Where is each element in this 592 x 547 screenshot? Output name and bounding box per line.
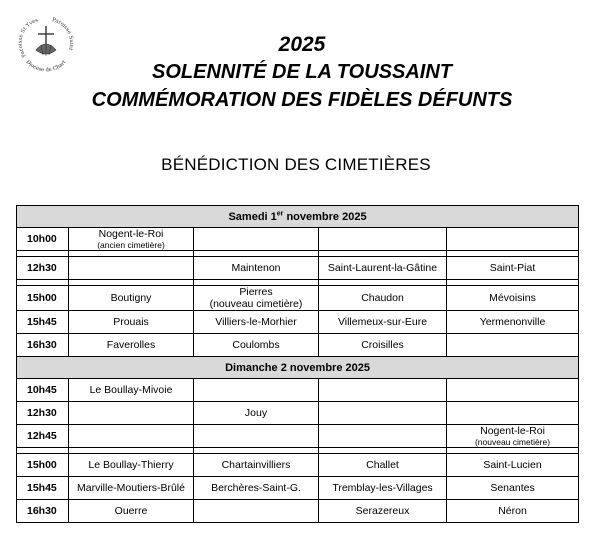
cemetery-name: Nogent-le-Roi [480,425,545,437]
cemetery-name: Coulombs [232,339,280,351]
time-label: 15h45 [27,482,57,494]
cemetery-name: Boutigny [110,292,152,304]
table-row [17,311,579,334]
time-cell [17,286,69,311]
time-cell [17,477,69,500]
cemetery-note: (nouveau cimetière) [209,298,303,310]
title-block [0,32,592,114]
cemetery-name: Saint-Lucien [483,459,542,471]
cemetery-name: Chartainvilliers [221,459,291,471]
time-label: 16h30 [27,505,57,517]
time-cell [17,311,69,334]
cemetery-name: Challet [366,459,399,471]
cemetery-cell [194,402,319,425]
cemetery-name: Marville-Moutiers-Brûlé [77,482,185,494]
cemetery-cell [447,257,579,280]
time-cell [17,500,69,523]
cemetery-name: Senantes [490,482,535,494]
cemetery-cell [447,477,579,500]
table-row [17,334,579,357]
time-cell [17,228,69,251]
table-row [17,454,579,477]
day-label: Dimanche 2 novembre 2025 [225,361,370,374]
day-header [17,357,579,379]
cemetery-cell [69,454,194,477]
cemetery-name: Jouy [244,407,268,419]
cemetery-cell [194,257,319,280]
cemetery-name: Saint-Laurent-la-Gâtine [327,262,438,274]
time-cell [17,454,69,477]
cemetery-cell [194,454,319,477]
table-row [17,286,579,311]
cemetery-cell [447,334,579,357]
cemetery-cell [447,500,579,523]
cemetery-name: Villemeux-sur-Eure [337,316,428,328]
day-label: Samedi 1 [228,210,277,223]
cemetery-cell [447,379,579,402]
cemetery-name: Croisilles [361,339,404,351]
cemetery-name: Prouais [113,316,149,328]
cemetery-cell [319,500,447,523]
cemetery-cell [447,402,579,425]
cemetery-name: Nogent-le-Roi [98,228,164,240]
table-row [17,379,579,402]
cemetery-cell [194,379,319,402]
day-label-suffix: er [276,209,284,217]
cemetery-name: Chaudon [361,292,404,304]
time-label: 12h30 [27,407,57,419]
title-year: 2025 [278,33,326,56]
cemetery-cell [319,257,447,280]
cemetery-name: Maintenon [231,262,281,274]
time-label: 10h45 [27,384,57,396]
time-cell [17,402,69,425]
cemetery-cell [194,286,319,311]
time-cell [17,257,69,280]
table-row [17,257,579,280]
time-label: 16h30 [27,339,57,351]
cemetery-cell [69,477,194,500]
time-cell [17,425,69,448]
table-row [17,425,579,448]
cemetery-cell [319,379,447,402]
cemetery-name: Faverolles [106,339,156,351]
title-line-2: COMMÉMORATION DES FIDÈLES DÉFUNTS [91,89,513,111]
logo-ring-bottom: Diocèse de Chart [24,59,68,74]
table-row [17,228,579,251]
cemetery-cell [319,311,447,334]
cemetery-cell [319,402,447,425]
day-label-rest: novembre 2025 [283,210,367,223]
cemetery-cell [69,286,194,311]
time-label: 15h00 [27,459,57,471]
cemetery-cell [319,228,447,251]
cemetery-cell [194,311,319,334]
cemetery-cell [69,425,194,448]
cemetery-cell [194,228,319,251]
time-label: 15h45 [27,316,57,328]
title-line-1: SOLENNITÉ DE LA TOUSSAINT [151,61,453,83]
cemetery-cell [69,379,194,402]
cemetery-name: Tremblay-les-Villages [332,482,433,494]
cemetery-cell [447,311,579,334]
cemetery-cell [194,477,319,500]
cemetery-name: Pierres [239,286,273,298]
time-label: 10h00 [27,233,57,245]
subtitle: BÉNÉDICTION DES CIMETIÈRES [161,155,431,174]
cemetery-name: Berchères-Saint-G. [211,482,301,494]
cemetery-name: Le Boullay-Thierry [88,459,174,471]
table-row [17,477,579,500]
cemetery-cell [69,402,194,425]
cemetery-name: Mévoisins [489,292,536,304]
cemetery-name: Serazereux [355,505,410,517]
day-header [17,206,579,228]
time-cell [17,379,69,402]
cemetery-cell [447,454,579,477]
cemetery-cell [69,228,194,251]
cemetery-note: (nouveau cimetière) [474,437,551,447]
time-cell [17,334,69,357]
cemetery-note: (ancien cimetière) [97,240,165,250]
table-row [17,500,579,523]
cemetery-name: Yermenonville [479,316,546,328]
time-label: 15h00 [27,292,57,304]
cemetery-name: Ouerre [114,505,148,517]
cemetery-cell [194,425,319,448]
logo-ring-left: Paroisse St Yves [17,17,39,59]
cemetery-cell [447,425,579,448]
cemetery-cell [319,334,447,357]
cemetery-cell [447,228,579,251]
time-label: 12h45 [27,430,57,442]
cemetery-cell [69,500,194,523]
cemetery-cell [319,477,447,500]
cemetery-name: Le Boullay-Mivoie [89,384,173,396]
time-label: 12h30 [27,262,57,274]
day-header-row [17,357,579,379]
cemetery-cell [319,425,447,448]
cemetery-cell [319,286,447,311]
cemetery-cell [69,311,194,334]
cemetery-name: Villiers-le-Morhier [215,316,297,328]
cemetery-cell [69,334,194,357]
table-row [17,402,579,425]
cemetery-cell [69,257,194,280]
logo-ring-right: Paroisse Saint [51,17,75,51]
cemetery-cell [447,286,579,311]
cemetery-cell [194,500,319,523]
day-header-row [17,206,579,228]
cemetery-name: Néron [498,505,527,517]
cemetery-cell [319,454,447,477]
cemetery-cell [194,334,319,357]
cemetery-name: Saint-Piat [489,262,536,274]
schedule-table [16,205,579,523]
